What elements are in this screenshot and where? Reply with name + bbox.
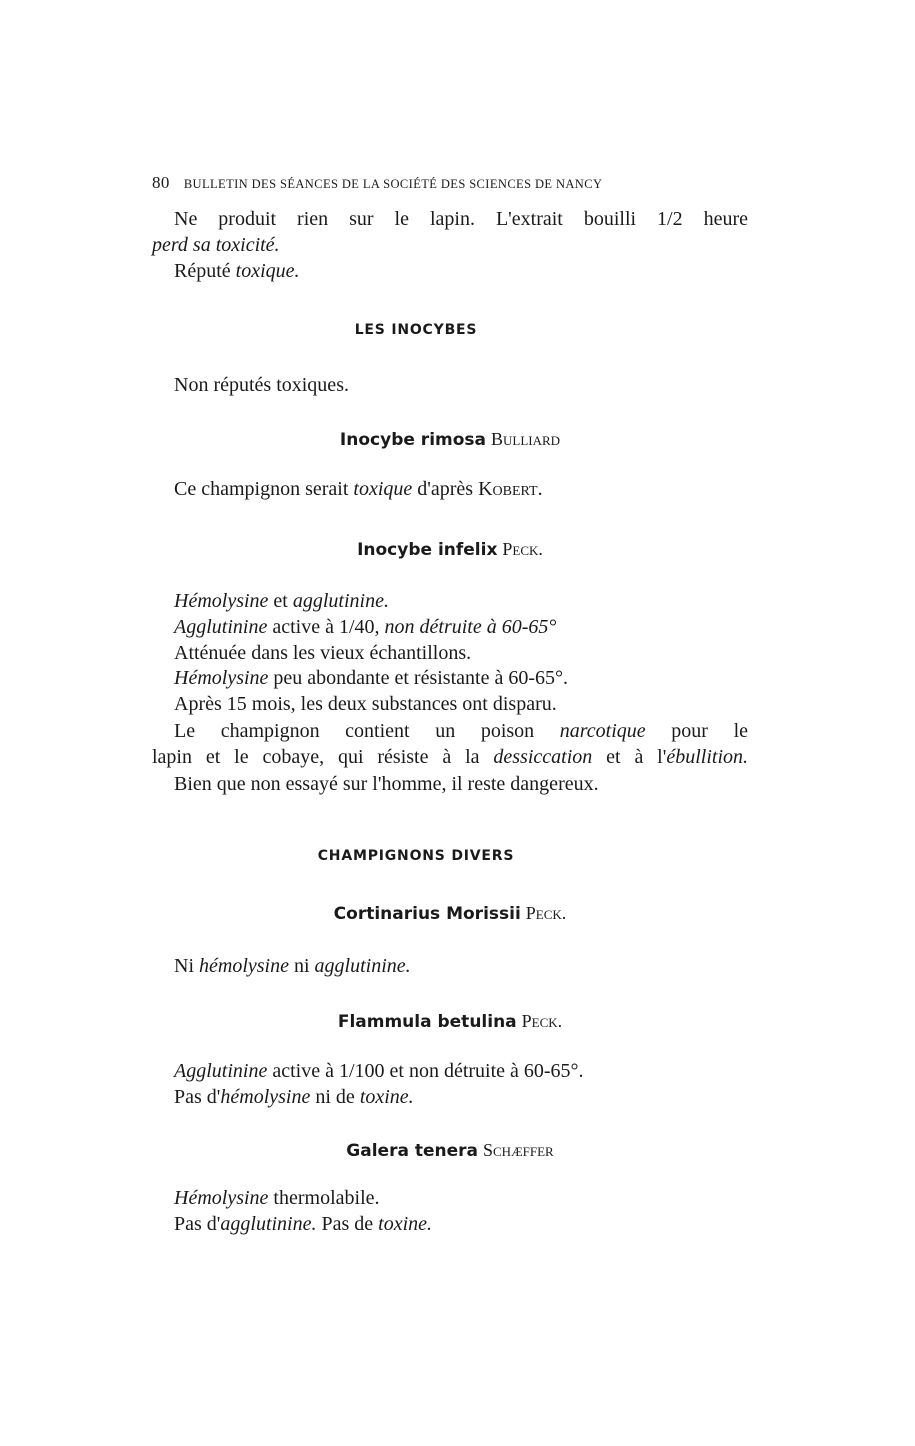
species-author: Peck. bbox=[525, 903, 567, 923]
text-italic: toxine. bbox=[359, 1086, 414, 1108]
species-name: Flammula betulina bbox=[337, 1012, 517, 1032]
species-heading-infelix bbox=[152, 536, 748, 563]
text-italic: toxique bbox=[353, 478, 413, 500]
text-italic: narcotique bbox=[559, 720, 646, 742]
running-header bbox=[152, 174, 712, 193]
text: active à 1/100 et non détruite à 60-65°. bbox=[272, 1060, 584, 1082]
infelix-line-1 bbox=[174, 588, 748, 614]
species-heading-cortinarius bbox=[152, 900, 748, 927]
text: thermolabile. bbox=[273, 1187, 380, 1209]
text: lapin et le cobaye, qui résiste à la bbox=[152, 746, 480, 768]
text-italic: agglutinine. bbox=[220, 1213, 317, 1235]
species-author: Peck. bbox=[521, 1011, 563, 1031]
text: et à l' bbox=[606, 746, 667, 768]
text-italic: Agglutinine bbox=[174, 616, 268, 638]
text: Le champignon contient un poison bbox=[174, 720, 535, 742]
species-heading-flammula bbox=[152, 1008, 748, 1035]
infelix-line-4 bbox=[174, 665, 748, 691]
species-name: Inocybe rimosa bbox=[339, 430, 486, 450]
species-name: Cortinarius Morissii bbox=[333, 904, 521, 924]
intro-line-2-text: perd sa toxicité. bbox=[152, 234, 280, 256]
section-title-divers: CHAMPIGNONS DIVERS bbox=[317, 848, 515, 864]
text: Pas d' bbox=[174, 1213, 221, 1235]
species-name: Inocybe infelix bbox=[357, 540, 498, 560]
intro-line-2 bbox=[152, 232, 748, 258]
reputed-prefix: Réputé bbox=[174, 260, 231, 282]
text-italic: Hémolysine bbox=[174, 1187, 269, 1209]
text-italic: agglutinine. bbox=[292, 590, 389, 612]
text: pour le bbox=[671, 720, 748, 742]
intro-line-1: Ne produit rien sur le lapin. L'extrait bouilli 1/2 heure bbox=[174, 208, 748, 230]
section-title-inocybes: LES INOCYBES bbox=[354, 322, 478, 338]
infelix-line-2 bbox=[174, 614, 748, 640]
text: Pas de bbox=[321, 1213, 374, 1235]
text-italic: Agglutinine bbox=[174, 1060, 268, 1082]
text: ni bbox=[293, 955, 310, 977]
infelix-line-7 bbox=[152, 744, 748, 770]
flammula-line-1 bbox=[174, 1058, 748, 1084]
text-italic: hémolysine bbox=[199, 955, 289, 977]
text-italic: hémolysine bbox=[220, 1086, 311, 1108]
species-author: Peck. bbox=[502, 539, 543, 559]
galera-line-1 bbox=[174, 1185, 748, 1211]
species-author: Schæffer bbox=[483, 1140, 554, 1160]
species-heading-galera bbox=[152, 1137, 748, 1164]
text: ni de bbox=[315, 1086, 355, 1108]
page-number: 80 bbox=[152, 173, 170, 192]
infelix-line-8: Bien que non essayé sur l'homme, il reste dangereux. bbox=[174, 773, 599, 795]
text-italic: agglutinine. bbox=[314, 955, 411, 977]
text: Ce champignon serait bbox=[174, 478, 349, 500]
text: d'après bbox=[417, 478, 474, 500]
inocybes-note: Non réputés toxiques. bbox=[174, 374, 349, 396]
author-name: Kobert. bbox=[478, 478, 543, 500]
text-italic: non détruite à 60-65° bbox=[384, 616, 557, 638]
text: Ni bbox=[174, 955, 194, 977]
text-italic: ébullition. bbox=[666, 746, 749, 768]
infelix-line-5: Après 15 mois, les deux substances ont disparu. bbox=[174, 693, 557, 715]
cortinarius-text bbox=[174, 953, 748, 979]
galera-line-2 bbox=[174, 1211, 748, 1237]
text-italic: Hémolysine bbox=[174, 667, 269, 689]
text: peu abondante et résistante à 60-65°. bbox=[273, 667, 568, 689]
rimosa-text bbox=[174, 476, 748, 502]
text: Pas d' bbox=[174, 1086, 221, 1108]
species-heading-rimosa bbox=[152, 426, 748, 453]
flammula-line-2 bbox=[174, 1084, 748, 1110]
species-author: Bulliard bbox=[491, 429, 561, 449]
intro-reputed bbox=[174, 258, 748, 284]
infelix-line-6 bbox=[174, 718, 748, 744]
text-italic: Hémolysine bbox=[174, 590, 269, 612]
text: active à 1/40, bbox=[272, 616, 380, 638]
text-italic: dessiccation bbox=[493, 746, 593, 768]
running-title: BULLETIN DES SÉANCES DE LA SOCIÉTÉ DES SCIENCES DE NANCY bbox=[183, 177, 603, 191]
text-italic: toxine. bbox=[378, 1213, 433, 1235]
infelix-line-3: Atténuée dans les vieux échantillons. bbox=[174, 642, 472, 664]
species-name: Galera tenera bbox=[346, 1141, 478, 1161]
text: et bbox=[273, 590, 288, 612]
reputed-value: toxique. bbox=[235, 260, 300, 282]
